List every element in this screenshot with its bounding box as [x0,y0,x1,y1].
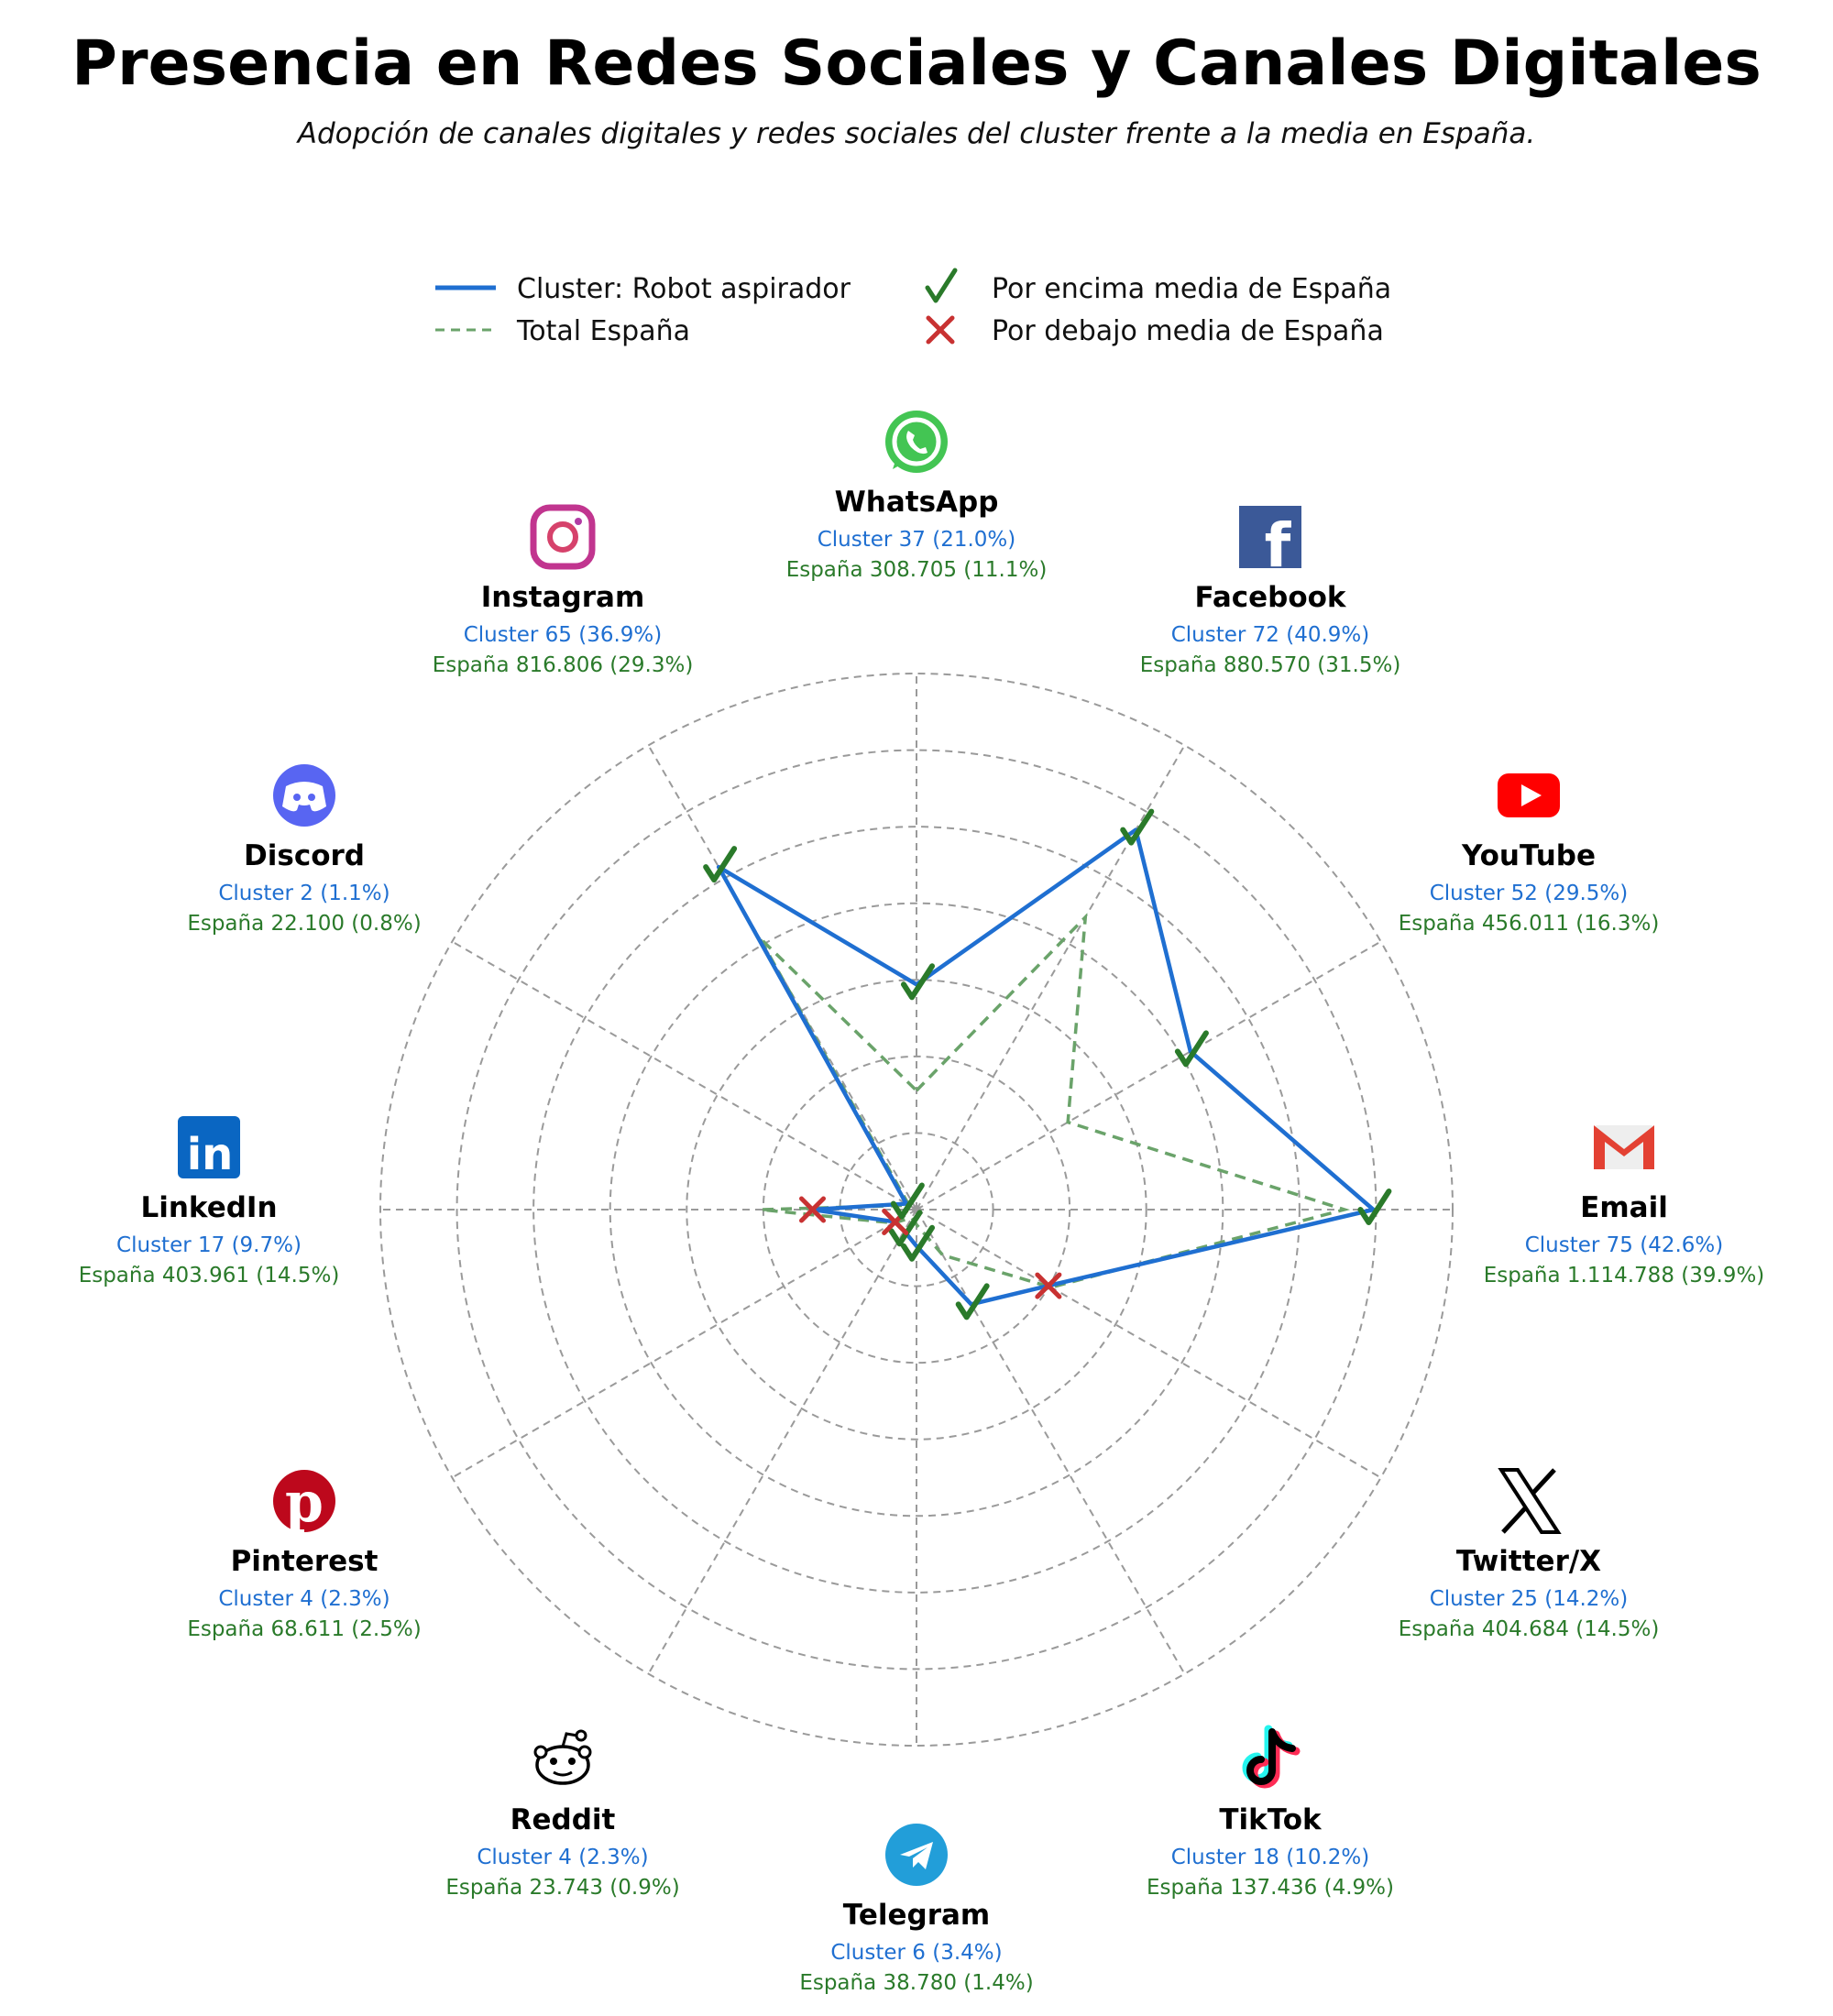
channel-spain-value: España 308.705 (11.1%) [785,558,1048,582]
channel-cluster-value: Cluster 4 (2.3%) [477,1846,649,1869]
channel-labels [79,411,1765,1995]
series-line-cluster [719,830,1373,1305]
channel-name: LinkedIn [140,1191,278,1224]
channel-name: Twitter/X [1455,1545,1602,1578]
channel-spain-value: España 816.806 (29.3%) [432,653,694,677]
channel-name: Reddit [510,1803,616,1836]
channel-name: Instagram [480,581,645,614]
radar-series [719,830,1373,1305]
legend-cluster-label: Cluster: Robot aspirador [517,273,851,305]
page-title: Presencia en Redes Sociales y Canales Digitales [71,27,1762,100]
svg-text:p: p [285,1471,324,1535]
channel-spain-value: España 22.100 (0.8%) [187,912,422,936]
channel-label-youtube [1399,773,1660,936]
channel-label-instagram [433,508,694,677]
gmail-icon [1594,1125,1654,1169]
channel-spain-value: España 68.611 (2.5%) [187,1617,422,1641]
grid-spoke [916,1210,1381,1478]
tiktok-icon [1246,1729,1296,1784]
channel-spain-value: España 1.114.788 (39.9%) [1483,1264,1765,1287]
channel-cluster-value: Cluster 75 (42.6%) [1524,1233,1724,1257]
channel-label-telegram [799,1824,1033,1995]
grid-spoke [916,745,1185,1210]
channel-name: WhatsApp [834,486,999,519]
channel-spain-value: España 38.780 (1.4%) [799,1971,1034,1995]
channel-name: Discord [244,839,365,872]
channel-name: Email [1580,1191,1668,1224]
channel-label-linkedin [79,1116,340,1287]
channel-spain-value: España 404.684 (14.5%) [1398,1617,1660,1641]
grid-spoke [916,942,1381,1211]
channel-spain-value: España 880.570 (31.5%) [1139,653,1401,677]
channel-label-whatsapp [786,411,1048,582]
channel-label-tiktok [1147,1729,1394,1900]
channel-cluster-value: Cluster 2 (1.1%) [218,882,390,905]
youtube-icon [1498,773,1560,817]
channel-name: Telegram [842,1899,991,1932]
facebook-icon [1239,506,1301,581]
telegram-icon [885,1824,948,1886]
channel-cluster-value: Cluster 37 (21.0%) [817,528,1016,552]
pinterest-icon [273,1470,335,1535]
channel-label-discord [187,764,421,936]
discord-icon [273,764,335,827]
grid-spoke [452,942,916,1211]
svg-text:in: in [186,1129,234,1180]
check-icon [1360,1191,1388,1222]
channel-label-pinterest [187,1470,421,1641]
grid-spoke [916,1210,1185,1674]
check-icon [892,1212,920,1244]
channel-spain-value: España 137.436 (4.9%) [1147,1876,1394,1900]
channel-spain-value: España 456.011 (16.3%) [1398,912,1660,936]
channel-cluster-value: Cluster 72 (40.9%) [1170,623,1370,647]
legend-above-label: Por encima media de España [992,273,1392,305]
cross-icon [928,318,952,342]
channel-cluster-value: Cluster 4 (2.3%) [218,1587,390,1611]
channel-name: YouTube [1462,839,1596,872]
legend [435,270,1391,347]
svg-text:f: f [1264,510,1291,581]
channel-cluster-value: Cluster 52 (29.5%) [1429,882,1629,905]
channel-label-twitterx [1399,1470,1660,1641]
channel-name: TikTok [1219,1803,1322,1836]
grid-spoke [452,1210,916,1478]
x-icon [1501,1470,1558,1532]
channel-label-facebook [1140,506,1401,677]
channel-cluster-value: Cluster 65 (36.9%) [463,623,663,647]
legend-below-label: Por debajo media de España [992,315,1384,347]
check-icon [927,270,955,301]
channel-label-reddit [445,1731,679,1900]
radar-grid [380,674,1453,1746]
channel-name: Facebook [1194,581,1346,614]
series-line-spain [760,917,1345,1287]
legend-spain-label: Total España [517,315,691,347]
reddit-icon [535,1731,590,1783]
linkedin-icon [178,1116,240,1180]
channel-spain-value: España 23.743 (0.9%) [445,1876,680,1900]
channel-spain-value: España 403.961 (14.5%) [78,1264,340,1287]
grid-spoke [649,1210,917,1674]
channel-label-email [1484,1125,1765,1287]
page-subtitle: Adopción de canales digitales y redes sociales del cluster frente a la media en España. [297,117,1536,150]
instagram-icon [533,508,592,566]
channel-cluster-value: Cluster 17 (9.7%) [116,1233,302,1257]
channel-cluster-value: Cluster 18 (10.2%) [1170,1846,1370,1869]
channel-cluster-value: Cluster 6 (3.4%) [830,1941,1003,1965]
channel-cluster-value: Cluster 25 (14.2%) [1429,1587,1629,1611]
channel-name: Pinterest [230,1545,379,1578]
radar-markers [706,812,1388,1318]
whatsapp-icon [885,411,948,473]
